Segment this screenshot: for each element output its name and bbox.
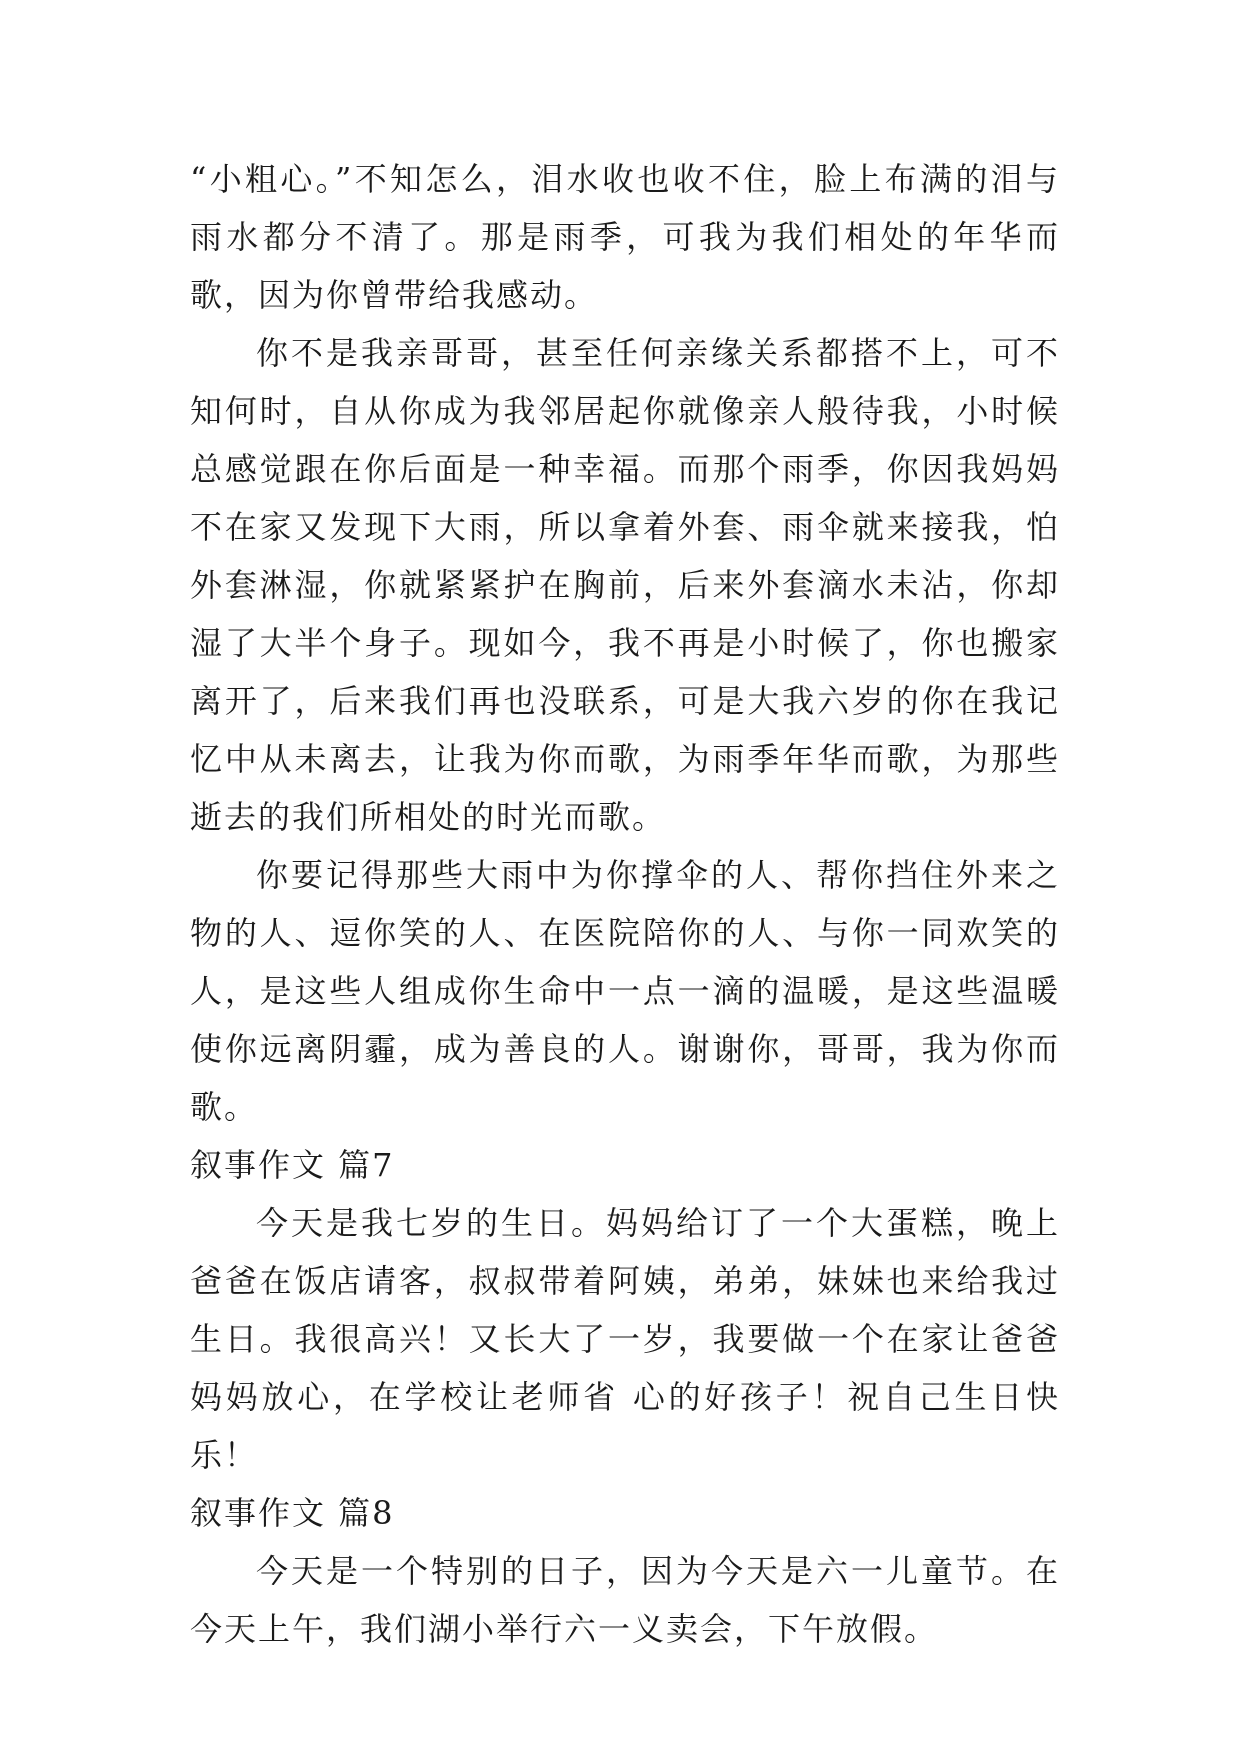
document-body <box>190 150 1060 1658</box>
section-8-body: 今天是一个特别的日子，因为今天是六一儿童节。在今天上午，我们湖小举行六一义卖会，下午放假。 <box>190 1552 1060 1648</box>
paragraph-3: 你要记得那些大雨中为你撑伞的人、帮你挡住外来之物的人、逗你笑的人、在医院陪你的人、与你一同欢笑的人，是这些人组成你生命中一点一滴的温暖，是这些温暖使你远离阴霾，成为善良的人。谢谢你，哥哥，我为你而歌。 <box>190 856 1060 1126</box>
paragraph-2: 你不是我亲哥哥，甚至任何亲缘关系都搭不上，可不知何时，自从你成为我邻居起你就像亲人般待我，小时候总感觉跟在你后面是一种幸福。而那个雨季，你因我妈妈不在家又发现下大雨，所以拿着外套、雨伞就来接我，怕外套淋湿，你就紧紧护在胸前，后来外套滴水未沾，你却湿了大半个身子。现如今，我不再是小时候了，你也搬家离开了，后来我们再也没联系，可是大我六岁的你在我记忆中从未离去，让我为你而歌，为雨季年华而歌，为那些逝去的我们所相处的时光而歌。 <box>190 334 1060 836</box>
section-7-heading: 叙事作文 篇7 <box>190 1146 395 1184</box>
section-8-heading: 叙事作文 篇8 <box>190 1494 395 1532</box>
section-7-body: 今天是我七岁的生日。妈妈给订了一个大蛋糕，晚上爸爸在饭店请客，叔叔带着阿姨，弟弟，妹妹也来给我过生日。我很高兴！又长大了一岁，我要做一个在家让爸爸妈妈放心，在学校让老师省 心的好孩子！祝自己生日快乐！ <box>190 1204 1060 1474</box>
paragraph-1: “小粗心。”不知怎么，泪水收也收不住，脸上布满的泪与雨水都分不清了。那是雨季，可我为我们相处的年华而歌，因为你曾带给我感动。 <box>190 160 1060 314</box>
